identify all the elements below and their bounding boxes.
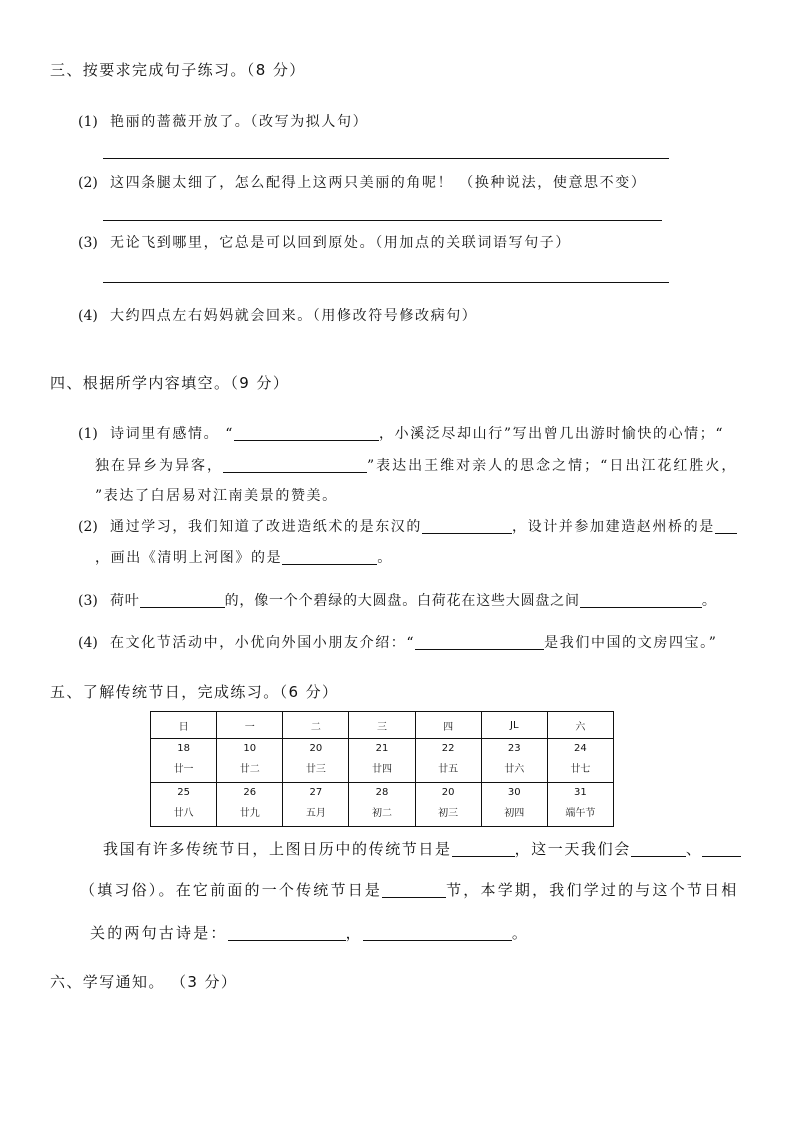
weekday-header: 日	[151, 712, 217, 739]
fill-blank	[382, 882, 446, 898]
fill-blank	[702, 841, 741, 857]
question-number: (4)	[78, 308, 98, 324]
calendar-week-row	[151, 783, 614, 827]
question-text: 艳丽的蔷薇开放了。（改写为拟人句）	[110, 114, 369, 130]
festival-paragraph-line-3	[90, 922, 529, 944]
day-number: 20	[309, 743, 323, 754]
weekday-header: 二	[283, 712, 349, 739]
calendar-day-cell	[151, 783, 217, 827]
text-segment: 是我们中国的文房四宝。”	[544, 635, 718, 651]
question-4-2-line-2	[95, 548, 393, 568]
fill-blank	[363, 925, 512, 941]
lunar-date: 廿五	[438, 764, 459, 775]
lunar-date: 廿七	[570, 764, 591, 775]
fill-blank	[140, 593, 225, 608]
question-4-2-line-1	[78, 517, 737, 537]
festival-paragraph-line-2	[80, 879, 739, 901]
question-text: 大约四点左右妈妈就会回来。（用修改符号修改病句）	[110, 308, 478, 324]
text-segment: 的，像一个个碧绿的大圆盘。白荷花在这些大圆盘之间	[224, 593, 580, 609]
question-4-4	[78, 633, 718, 653]
section-3-title: 三、按要求完成句子练习。（8 分）	[50, 61, 306, 79]
day-number: 27	[309, 787, 323, 798]
answer-line	[103, 158, 669, 159]
calendar-day-cell	[547, 739, 613, 783]
day-number: 21	[375, 743, 389, 754]
lunar-date: 廿八	[173, 808, 194, 819]
text-segment: 通过学习，我们知道了改进造纸术的是东汉的	[110, 519, 422, 535]
answer-line	[103, 282, 669, 283]
calendar-day-cell	[283, 783, 349, 827]
text-segment: 关的两句古诗是：	[90, 924, 228, 942]
question-number: (3)	[78, 235, 98, 251]
fill-blank	[223, 458, 367, 473]
fill-blank	[580, 593, 702, 608]
question-4-1-line-3	[95, 486, 338, 506]
fill-blank	[452, 841, 515, 857]
calendar-day-cell	[547, 783, 613, 827]
lunar-date: 廿六	[504, 764, 525, 775]
text-segment: ，画出《清明上河图》的是	[95, 550, 283, 566]
day-number: 26	[243, 787, 257, 798]
calendar-day-cell	[217, 739, 283, 783]
weekday-header: 六	[547, 712, 613, 739]
fill-blank	[282, 550, 377, 565]
question-number: (3)	[78, 593, 98, 609]
question-3-4	[78, 306, 477, 326]
weekday-header: 一	[217, 712, 283, 739]
calendar-table	[150, 711, 614, 827]
lunar-date: 五月	[305, 808, 326, 819]
calendar-header-row	[151, 712, 614, 739]
text-segment: 、	[685, 840, 703, 858]
weekday-header: 三	[349, 712, 415, 739]
lunar-date: 初四	[504, 808, 525, 819]
question-number: (1)	[78, 114, 98, 130]
calendar-day-cell	[481, 783, 547, 827]
question-text: 无论飞到哪里，它总是可以回到原处。（用加点的关联词语写句子）	[110, 235, 571, 251]
calendar-day-cell	[415, 783, 481, 827]
fill-blank	[422, 519, 512, 534]
weekday-header: 四	[415, 712, 481, 739]
section-6-title: 六、学写通知。 （3 分）	[50, 973, 238, 991]
calendar-day-cell	[151, 739, 217, 783]
text-segment: 。	[511, 924, 530, 942]
text-segment: 独在异乡为异客，	[95, 458, 223, 474]
calendar-day-cell	[349, 739, 415, 783]
question-number: (1)	[78, 426, 98, 442]
lunar-date: 端午节	[565, 808, 596, 819]
text-segment: ，设计并参加建造赵州桥的是	[512, 519, 715, 535]
text-segment: ”表达了白居易对江南美景的赞美。	[95, 488, 338, 504]
day-number: 20	[441, 787, 455, 798]
calendar-day-cell	[217, 783, 283, 827]
text-segment: ”表达出王维对亲人的思念之情；“日出江花红胜火，	[367, 458, 738, 474]
fill-blank	[631, 841, 686, 857]
answer-line	[103, 220, 662, 221]
festival-paragraph-line-1	[103, 838, 741, 860]
text-segment: 。	[377, 550, 393, 566]
text-segment: 节，本学期，我们学过的与这个节日相	[446, 881, 739, 899]
question-4-1-line-1	[78, 424, 724, 444]
day-number: 23	[507, 743, 521, 754]
day-number: 18	[177, 743, 190, 754]
text-segment: 荷叶	[110, 593, 140, 609]
lunar-date: 廿二	[239, 764, 260, 775]
question-4-1-line-2	[95, 456, 737, 476]
lunar-date: 廿四	[371, 764, 392, 775]
lunar-date: 初二	[371, 808, 392, 819]
day-number: 24	[574, 743, 587, 754]
text-segment: 我国有许多传统节日，上图日历中的传统节日是	[103, 840, 452, 858]
question-number: (4)	[78, 635, 98, 651]
text-segment: ，这一天我们会	[514, 840, 631, 858]
text-segment: （填习俗）。在它前面的一个传统节日是	[80, 881, 383, 899]
question-3-1	[78, 112, 368, 132]
day-number: 22	[441, 743, 455, 754]
question-3-2	[78, 173, 646, 193]
calendar-day-cell	[415, 739, 481, 783]
day-number: 31	[574, 787, 587, 798]
day-number: 25	[177, 787, 190, 798]
text-segment: 在文化节活动中，小优向外国小朋友介绍：“	[110, 635, 416, 651]
fill-blank	[415, 635, 544, 650]
text-segment: ，小溪泛尽却山行”写出曾几出游时愉快的心情；“	[379, 426, 725, 442]
calendar-day-cell	[283, 739, 349, 783]
lunar-date: 初三	[438, 808, 459, 819]
question-3-3	[78, 233, 571, 253]
text-segment: ，	[345, 924, 363, 942]
question-text: 这四条腿太细了，怎么配得上这两只美丽的角呢！ （换种说法，使意思不变）	[110, 175, 647, 191]
question-number: (2)	[78, 519, 98, 535]
day-number: 28	[375, 787, 389, 798]
section-5-title: 五、了解传统节日，完成练习。（6 分）	[50, 683, 339, 701]
text-segment: 诗词里有感情。 “	[110, 426, 235, 442]
day-number: 10	[243, 743, 257, 754]
fill-blank	[715, 519, 737, 534]
calendar-day-cell	[349, 783, 415, 827]
question-4-3	[78, 591, 717, 611]
day-number: 30	[507, 787, 521, 798]
text-segment: 。	[701, 593, 717, 609]
fill-blank	[234, 426, 379, 441]
lunar-date: 廿九	[239, 808, 260, 819]
weekday-header: JL	[481, 712, 547, 739]
calendar-week-row	[151, 739, 614, 783]
lunar-date: 廿一	[173, 764, 194, 775]
calendar-day-cell	[481, 739, 547, 783]
section-4-title: 四、根据所学内容填空。（9 分）	[50, 374, 290, 392]
fill-blank	[228, 925, 346, 941]
question-number: (2)	[78, 175, 98, 191]
lunar-date: 廿三	[305, 764, 326, 775]
